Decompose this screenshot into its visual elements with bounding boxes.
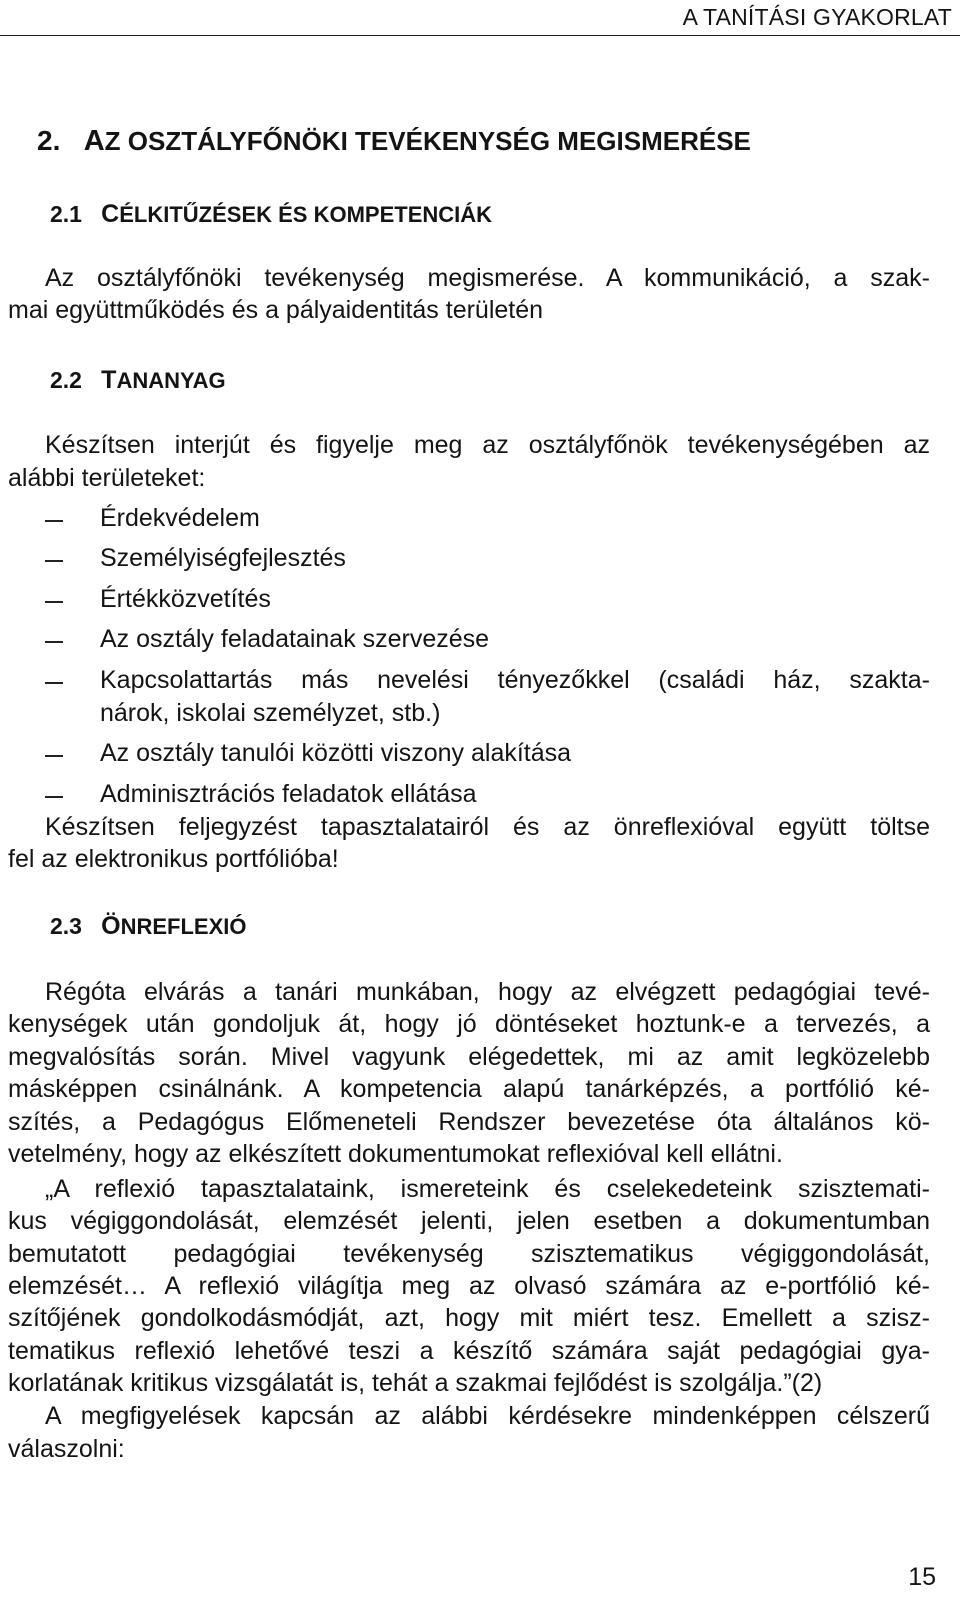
paragraph-line: vetelmény, hogy az elkészített dokumentumokat reflexióval kell ellátni. xyxy=(8,1140,783,1168)
paragraph-line: Az osztályfőnöki tevékenység megismerése. A kommunikáció, a szak- xyxy=(45,264,930,292)
paragraph-line: Készítsen feljegyzést tapasztalatairól és az önreflexióval együtt töltse xyxy=(45,813,930,841)
paragraph-line: megvalósítás során. Mivel vagyunk elégedettek, mi az amit legközelebb xyxy=(8,1043,930,1071)
dash-bullet-icon xyxy=(45,560,63,562)
list-item: Adminisztrációs feladatok ellátása xyxy=(0,780,960,812)
paragraph-line: kenységek után gondoljuk át, hogy jó döntéseket hoztunk-e a tervezés, a xyxy=(8,1010,930,1038)
dash-bullet-icon xyxy=(45,601,63,603)
list-item: Az osztály tanulói közötti viszony alakítása xyxy=(0,739,960,771)
paragraph-line: szítés, a Pedagógus Előmeneteli Rendszer bevezetése óta általános kö- xyxy=(8,1108,930,1136)
section-title-rest: Z OSZTÁLYFŐNÖKI TEVÉKENYSÉG MEGISMERÉSE xyxy=(104,126,751,156)
list-item-continuation: nárok, iskolai személyzet, stb.) xyxy=(100,699,441,727)
list-item: Személyiségfejlesztés xyxy=(0,544,960,576)
subsection-heading-2-3 xyxy=(50,912,247,941)
subsection-title-rest: NREFLEXIÓ xyxy=(120,914,247,939)
list-item: Értékközvetítés xyxy=(0,585,960,617)
paragraph-line: elemzését… A reflexió világítja meg az olvasó számára az e-portfólió ké- xyxy=(8,1272,930,1300)
paragraph-line: mai együttműködés és a pályaidentitás területén xyxy=(8,296,544,324)
subsection-number: 2.3 xyxy=(50,913,82,939)
paragraph-line: Készítsen interjút és figyelje meg az osztályfőnök tevékenységében az xyxy=(45,431,930,459)
paragraph-line: alábbi területeket: xyxy=(8,464,206,492)
subsection-title-rest: ÉLKITŰZÉSEK ÉS KOMPETENCIÁK xyxy=(119,202,493,227)
page-number: 15 xyxy=(908,1563,936,1591)
running-header xyxy=(0,0,960,36)
running-title: A TANÍTÁSI GYAKORLAT xyxy=(682,4,952,30)
section-title-initial: A xyxy=(83,125,105,157)
section-number: 2. xyxy=(37,125,61,156)
paragraph-line: kus végiggondolását, elemzését jelenti, jelen esetben a dokumentumban xyxy=(8,1207,930,1235)
paragraph-line: bemutatott pedagógiai tevékenység szisztematikus végiggondolását, xyxy=(8,1240,930,1268)
paragraph-line: Régóta elvárás a tanári munkában, hogy az elvégzett pedagógiai tevé- xyxy=(45,978,930,1006)
section-heading xyxy=(37,125,751,158)
subsection-title-initial: T xyxy=(101,366,117,394)
dash-bullet-icon xyxy=(45,682,63,684)
dash-bullet-icon xyxy=(45,641,63,643)
paragraph-line: válaszolni: xyxy=(8,1435,125,1463)
paragraph-line: fel az elektronikus portfólióba! xyxy=(8,845,339,873)
paragraph-line: A megfigyelések kapcsán az alábbi kérdésekre mindenképpen célszerű xyxy=(45,1402,930,1430)
paragraph-line: korlatának kritikus vizsgálatát is, tehát a szakmai fejlődést is szolgálja.”(2) xyxy=(8,1369,823,1397)
paragraph-line: „A reflexió tapasztalataink, ismereteink és cselekedeteink szisztemati- xyxy=(45,1175,930,1203)
dash-bullet-icon xyxy=(45,755,63,757)
list-item: Kapcsolattartás más nevelési tényezőkkel (családi ház, szakta- xyxy=(0,666,960,698)
subsection-heading-2-1 xyxy=(50,200,492,229)
dash-bullet-icon xyxy=(45,796,63,798)
subsection-heading-2-2 xyxy=(50,366,226,395)
subsection-title-initial: C xyxy=(101,200,120,228)
list-item: Az osztály feladatainak szervezése xyxy=(0,625,960,657)
subsection-number: 2.2 xyxy=(50,367,82,393)
subsection-title-initial: Ö xyxy=(101,912,121,940)
paragraph-line: tematikus reflexió lehetővé teszi a készítő számára saját pedagógiai gya- xyxy=(8,1337,930,1365)
subsection-title-rest: ANANYAG xyxy=(116,368,226,393)
list-item: Érdekvédelem xyxy=(0,504,960,536)
paragraph-line: szítőjének gondolkodásmódját, azt, hogy mit miért tesz. Emellett a szisz- xyxy=(8,1304,930,1332)
dash-bullet-icon xyxy=(45,520,63,522)
subsection-number: 2.1 xyxy=(50,201,82,227)
paragraph-line: másképpen csinálnánk. A kompetencia alapú tanárképzés, a portfólió ké- xyxy=(8,1075,930,1103)
